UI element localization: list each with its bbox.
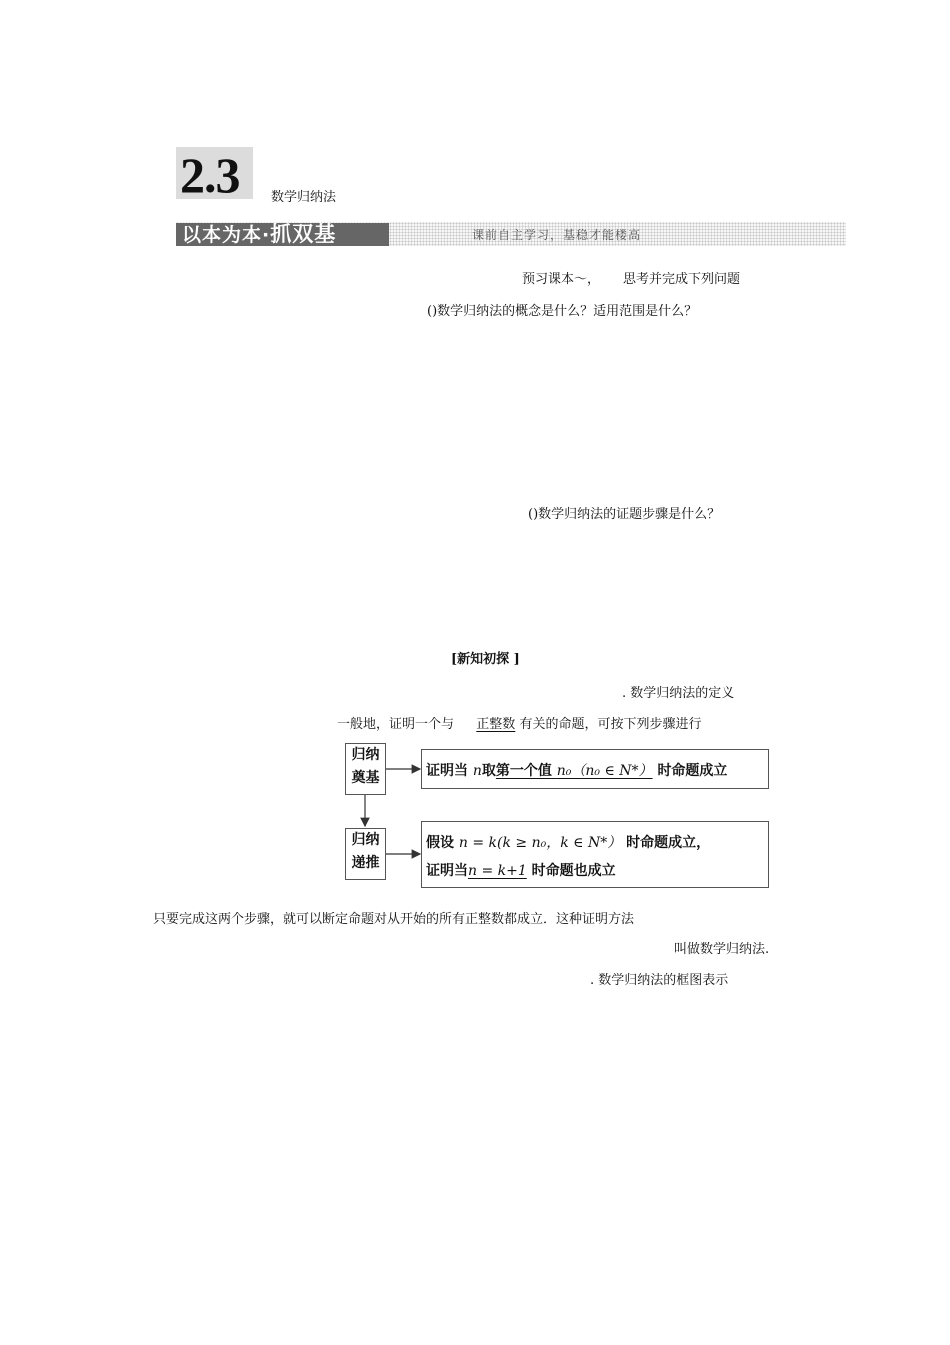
- section-title: 数学归纳法: [271, 190, 337, 205]
- intro-text-b: 有关的命题，可按下列步骤进行: [519, 717, 702, 732]
- banner-dark-label: [176, 223, 389, 246]
- step1-content-box: [421, 749, 769, 789]
- banner-subtitle: 课前自主学习，基稳才能楼高: [472, 228, 642, 242]
- step2-line1-a: 假设: [426, 835, 454, 851]
- step1-underlined: [496, 763, 653, 779]
- step2-line1: [426, 832, 710, 852]
- step1-text-b: 取: [481, 763, 496, 779]
- definition-title: . 数学归纳法的定义: [622, 686, 735, 701]
- intro-line: [337, 713, 701, 732]
- question-2: ()数学归纳法的证题步骤是什么？: [528, 507, 721, 522]
- preview-instruction-a: 预习课本～，: [522, 272, 601, 287]
- conclusion-line1: 只要完成这两个步骤，就可以断定命题对从开始的所有正整数都成立．这种证明方法: [153, 912, 635, 927]
- step1-text-c: 时命题成立: [657, 763, 728, 779]
- banner-text-b: 抓双基: [270, 222, 337, 246]
- step2-line2: [426, 860, 616, 880]
- flowchart-representation-title: . 数学归纳法的框图表示: [590, 973, 729, 988]
- step1-math: n₀（n₀ ∈ N*）: [556, 763, 653, 779]
- step2-content-box: [421, 821, 769, 888]
- step2-line2-a: 证明当: [426, 863, 468, 879]
- banner-dark-text: [182, 223, 336, 247]
- step2-line2-b: 时命题也成立: [531, 863, 616, 879]
- step2-label-line1: 归纳: [351, 832, 380, 848]
- step2-line2-math: n = k+1: [468, 863, 527, 879]
- step2-label-line2: 递推: [351, 855, 380, 871]
- step2-label-box: [345, 828, 386, 880]
- step1-label-box: [345, 743, 386, 795]
- new-knowledge-heading: [新知初探 ]: [451, 652, 520, 667]
- section-number: 2.3: [180, 147, 240, 203]
- step1-label-line2: 奠基: [351, 770, 380, 786]
- step1-text-a: 证明当: [426, 763, 468, 779]
- step1-content: [426, 760, 727, 780]
- preview-instruction-b: 思考并完成下列问题: [623, 272, 741, 287]
- step1-first-value: 第一个值: [495, 763, 552, 779]
- intro-text-a: 一般地，证明一个与: [337, 717, 455, 732]
- step2-line1-b: 时命题成立，: [626, 835, 711, 851]
- step1-label-line1: 归纳: [351, 747, 380, 763]
- step1-n: n: [472, 763, 482, 779]
- banner-text-a: 以本为本·: [182, 224, 271, 246]
- step2-line1-math: n = k(k ≥ n₀，k ∈ N*）: [458, 835, 622, 851]
- banner: [176, 222, 846, 246]
- intro-underlined-term: 正整数: [476, 717, 516, 732]
- question-1: ()数学归纳法的概念是什么？适用范围是什么？: [427, 304, 698, 319]
- conclusion-line2: 叫做数学归纳法.: [674, 942, 770, 957]
